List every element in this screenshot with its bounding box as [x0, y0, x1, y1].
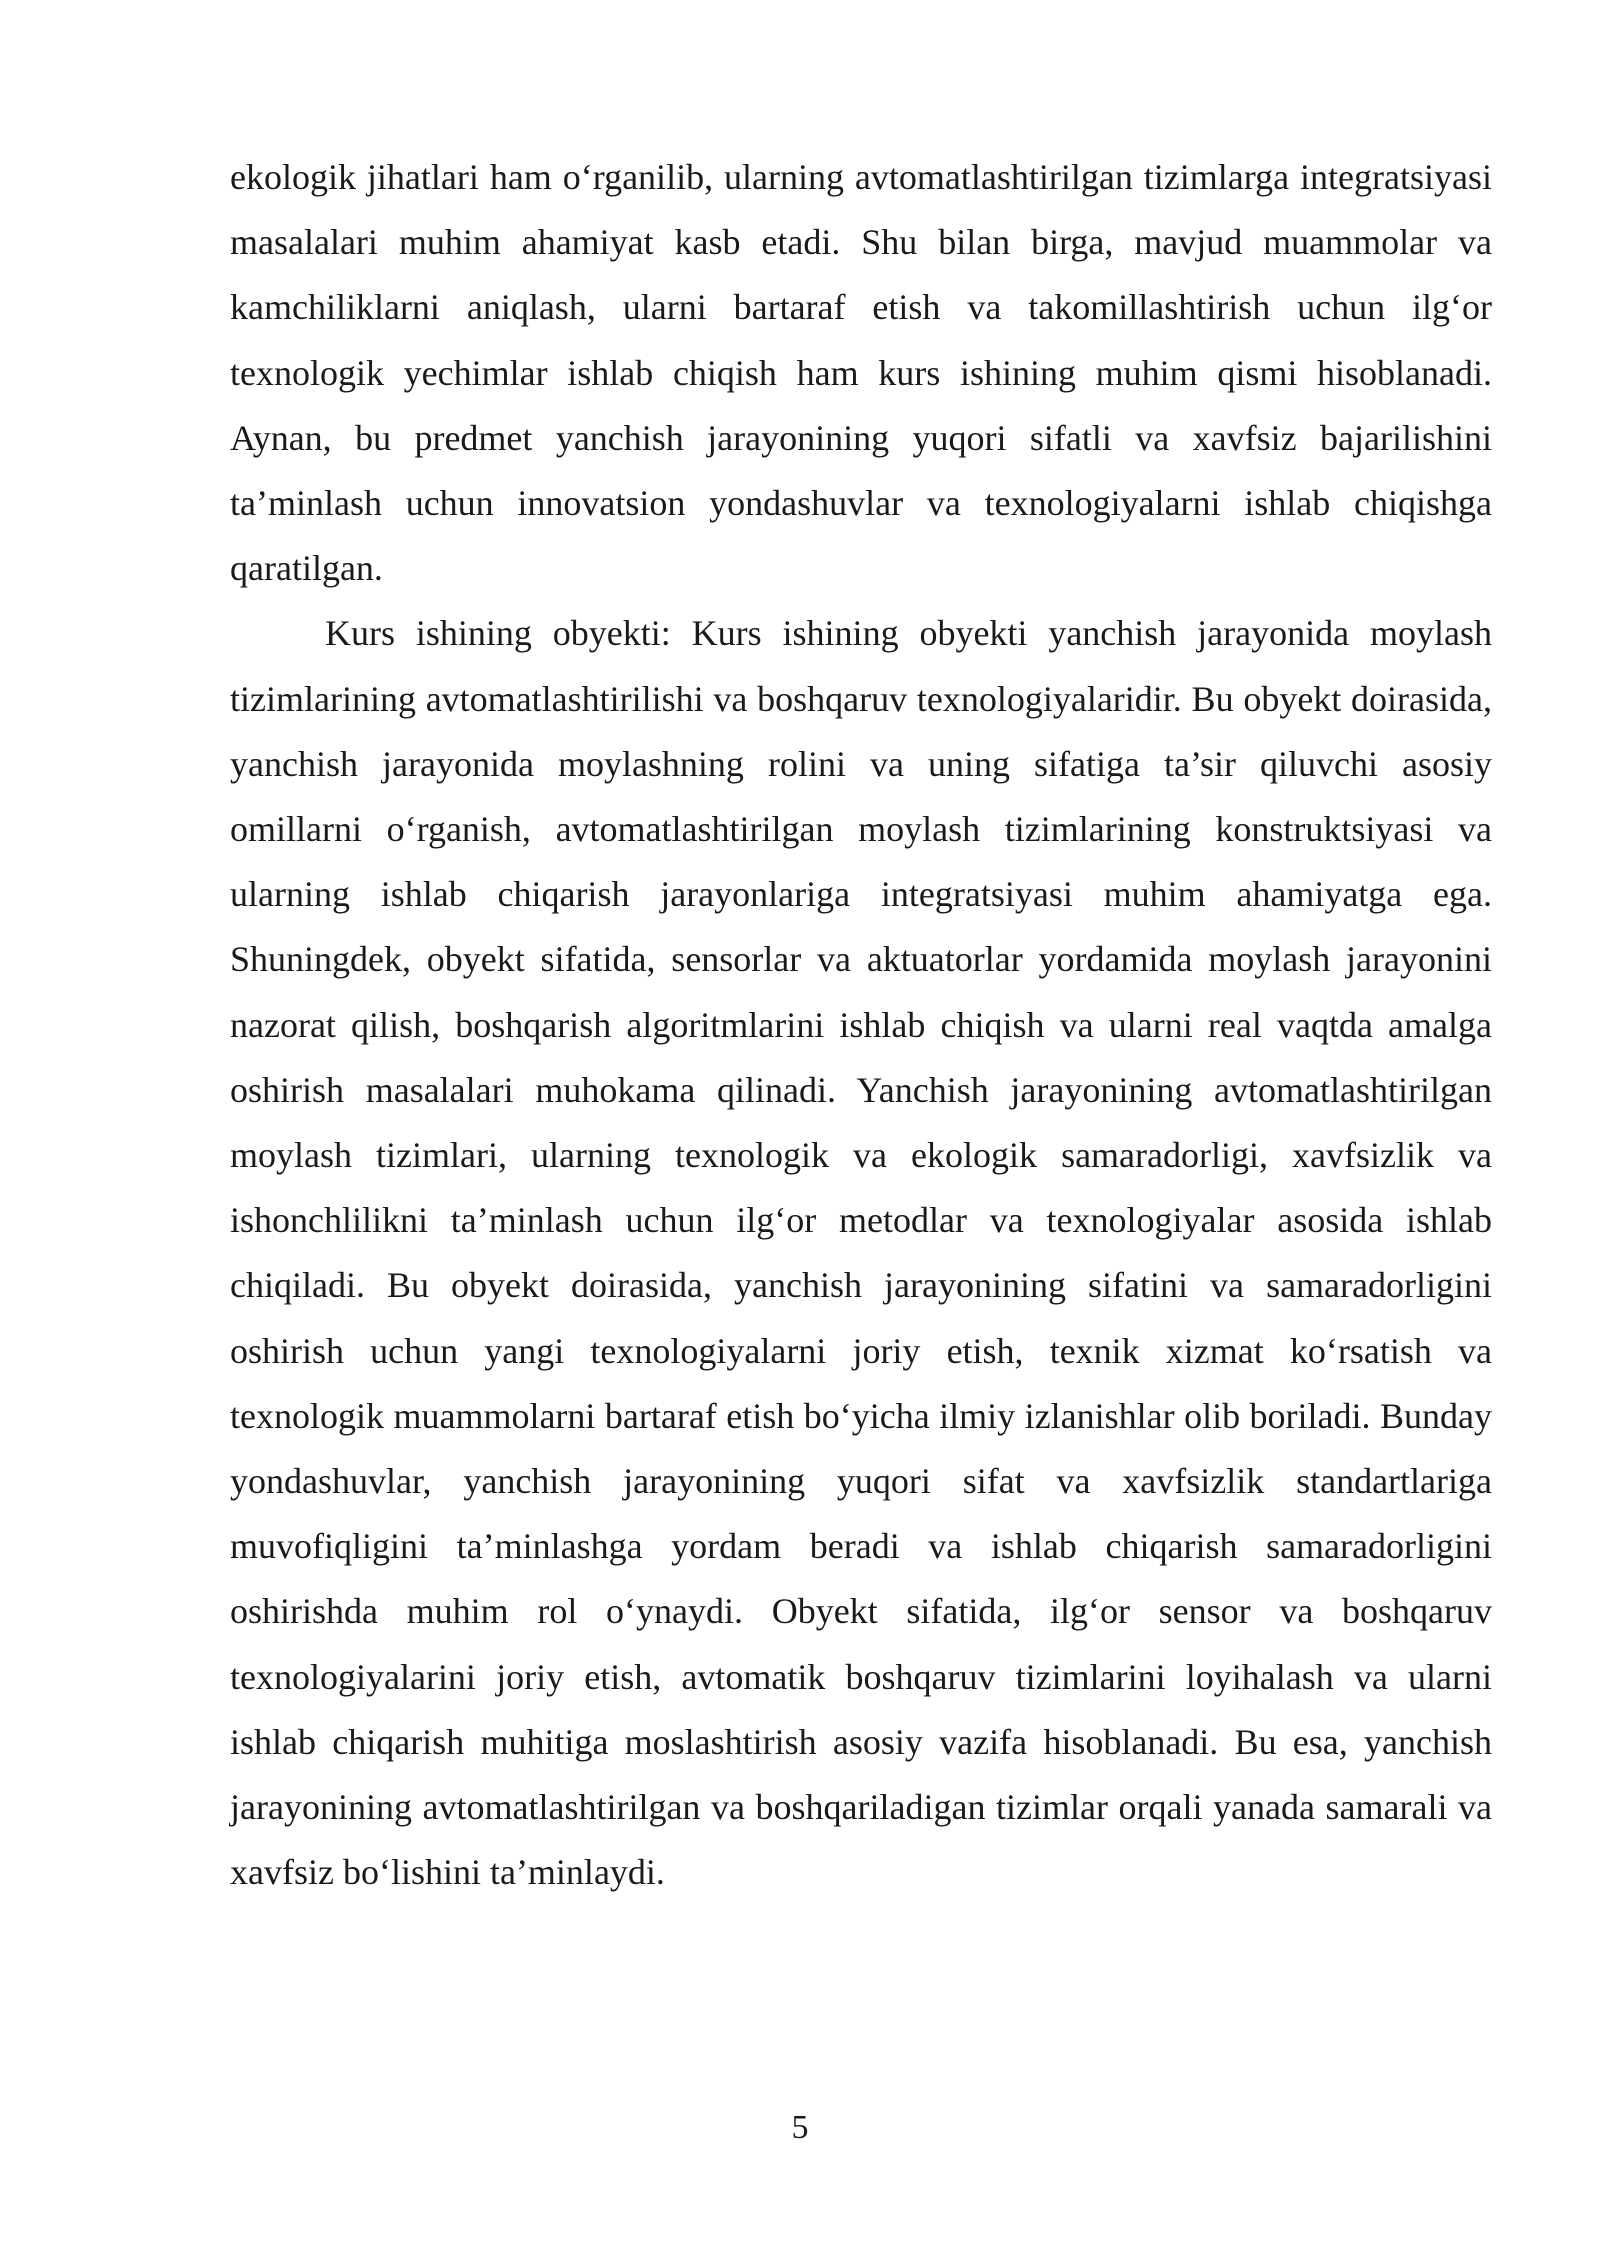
paragraph-course-object: Kurs ishining obyekti: Kurs ishining obyekti yanchish jarayonida moylash tizimlarining avtomatlashtirilishi va boshqaruv texnologiyalaridir. Bu obyekt doirasida, yanchish jarayonida moylashning rolini va uning sifatiga ta’sir qiluvchi asosiy omillarni o‘rganish, avtomatlashtirilgan moylash tizimlarining konstruktsiyasi va ularning ishlab chiqarish jarayonlariga integratsiyasi muhim ahamiyatga ega. Shuningdek, obyekt sifatida, sensorlar va aktuatorlar yordamida moylash jarayonini nazorat qilish, boshqarish algoritmlarini ishlab chiqish va ularni real vaqtda amalga oshirish masalalari muhokama qilinadi. Yanchish jarayonining avtomatlashtirilgan moylash tizimlari, ularning texnologik va ekologik samaradorligi, xavfsizlik va ishonchlilikni ta’minlash uchun ilg‘or metodlar va texnologiyalar asosida ishlab chiqiladi. Bu obyekt doirasida, yanchish jarayonining sifatini va samaradorligini oshirish uchun yangi texnologiyalarni joriy etish, texnik xizmat ko‘rsatish va texnologik muammolarni bartaraf etish bo‘yicha ilmiy izlanishlar olib boriladi. Bunday yondashuvlar, yanchish jarayonining yuqori sifat va xavfsizlik standartlariga muvofiqligini ta’minlashga yordam beradi va ishlab chiqarish samaradorligini oshirishda muhim rol o‘ynaydi. Obyekt sifatida, ilg‘or sensor va boshqaruv texnologiyalarini joriy etish, avtomatik boshqaruv tizimlarini loyihalash va ularni ishlab chiqarish muhitiga moslashtirish asosiy vazifa hisoblanadi. Bu esa, yanchish jarayonining avtomatlashtirilgan va boshqariladigan tizimlar orqali yanada samarali va xavfsiz bo‘lishini ta’minlaydi. — [230, 613, 1492, 1893]
page-number: 5 — [791, 2109, 809, 2146]
body-text — [230, 145, 1492, 1905]
paragraph-continuation: ekologik jihatlari ham o‘rganilib, ularning avtomatlashtirilgan tizimlarga integratsiyasi masalalari muhim ahamiyat kasb etadi. Shu bilan birga, mavjud muammolar va kamchiliklarni aniqlash, ularni bartaraf etish va takomillashtirish uchun ilg‘or texnologik yechimlar ishlab chiqish ham kurs ishining muhim qismi hisoblanadi. Aynan, bu predmet yanchish jarayonining yuqori sifatli va xavfsiz bajarilishini ta’minlash uchun innovatsion yondashuvlar va texnologiyalarni ishlab chiqishga qaratilgan. — [230, 157, 1492, 589]
